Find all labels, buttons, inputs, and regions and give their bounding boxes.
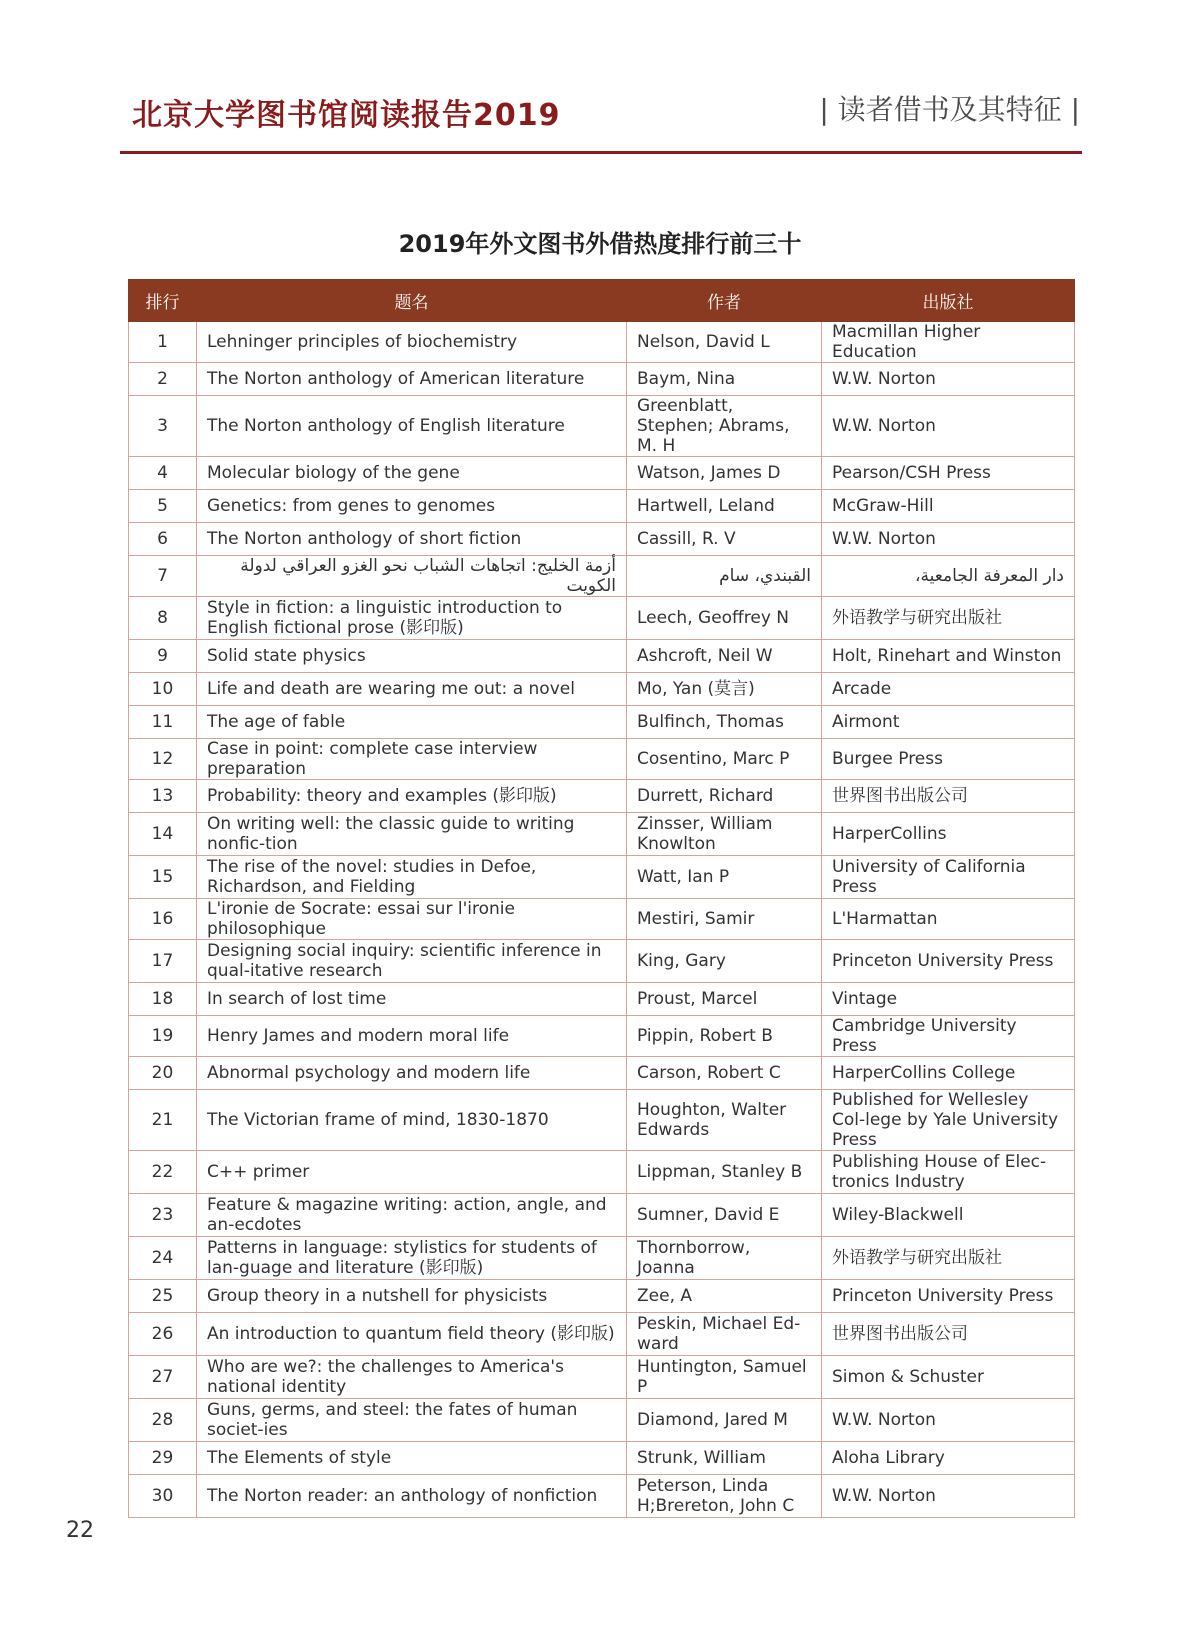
table-row [129, 856, 1075, 899]
table-row [129, 523, 1075, 556]
cell-title: Abnormal psychology and modern life [197, 1057, 627, 1090]
cell-rank: 28 [129, 1399, 197, 1442]
table-row [129, 673, 1075, 706]
cell-title: An introduction to quantum field theory (影印版) [197, 1313, 627, 1356]
table-row [129, 1442, 1075, 1475]
cell-author: Leech, Geoffrey N [627, 597, 822, 640]
cell-author: Houghton, Walter Edwards [627, 1090, 822, 1151]
cell-publisher: 外语教学与研究出版社 [822, 1237, 1075, 1280]
cell-rank: 10 [129, 673, 197, 706]
cell-rank: 13 [129, 780, 197, 813]
table-row [129, 1237, 1075, 1280]
cell-publisher: Wiley-Blackwell [822, 1194, 1075, 1237]
cell-rank: 9 [129, 640, 197, 673]
cell-title: Life and death are wearing me out: a novel [197, 673, 627, 706]
cell-rank: 1 [129, 322, 197, 363]
cell-author: Cassill, R. V [627, 523, 822, 556]
cell-publisher: Arcade [822, 673, 1075, 706]
cell-rank: 27 [129, 1356, 197, 1399]
cell-rank: 5 [129, 490, 197, 523]
cell-rank: 25 [129, 1280, 197, 1313]
cell-rank: 8 [129, 597, 197, 640]
cell-author: Pippin, Robert B [627, 1016, 822, 1057]
cell-rank: 7 [129, 556, 197, 597]
header-divider [120, 151, 1082, 154]
cell-author: Lippman, Stanley B [627, 1151, 822, 1194]
table-row [129, 1313, 1075, 1356]
cell-rank: 4 [129, 457, 197, 490]
cell-publisher: HarperCollins College [822, 1057, 1075, 1090]
cell-author: Cosentino, Marc P [627, 739, 822, 780]
cell-rank: 17 [129, 940, 197, 983]
cell-rank: 19 [129, 1016, 197, 1057]
cell-rank: 2 [129, 363, 197, 396]
cell-title: The Elements of style [197, 1442, 627, 1475]
column-header-rank: 排行 [129, 280, 197, 322]
ranking-table [128, 279, 1075, 1518]
cell-author: Thornborrow, Joanna [627, 1237, 822, 1280]
cell-author: Greenblatt, Stephen; Abrams, M. H [627, 396, 822, 457]
cell-rank: 26 [129, 1313, 197, 1356]
cell-publisher: 世界图书出版公司 [822, 1313, 1075, 1356]
cell-publisher: W.W. Norton [822, 1399, 1075, 1442]
cell-publisher: W.W. Norton [822, 363, 1075, 396]
table-row [129, 1194, 1075, 1237]
cell-author: Ashcroft, Neil W [627, 640, 822, 673]
cell-rank: 21 [129, 1090, 197, 1151]
cell-publisher: Published for Wellesley Col-lege by Yale University Press [822, 1090, 1075, 1151]
cell-rank: 3 [129, 396, 197, 457]
cell-author: Watt, Ian P [627, 856, 822, 899]
cell-author: Carson, Robert C [627, 1057, 822, 1090]
cell-title: The Victorian frame of mind, 1830-1870 [197, 1090, 627, 1151]
table-row [129, 940, 1075, 983]
cell-publisher: Publishing House of Elec-tronics Industry [822, 1151, 1075, 1194]
report-title: 北京大学图书馆阅读报告2019 [132, 98, 561, 133]
cell-publisher: University of California Press [822, 856, 1075, 899]
cell-rank: 20 [129, 1057, 197, 1090]
table-row [129, 739, 1075, 780]
cell-title: Molecular biology of the gene [197, 457, 627, 490]
cell-title: The Norton anthology of English literature [197, 396, 627, 457]
table-row [129, 640, 1075, 673]
section-title: | 读者借书及其特征 | [819, 93, 1080, 126]
table-row [129, 983, 1075, 1016]
table-row [129, 1356, 1075, 1399]
cell-title: Henry James and modern moral life [197, 1016, 627, 1057]
cell-publisher: Burgee Press [822, 739, 1075, 780]
cell-publisher: W.W. Norton [822, 523, 1075, 556]
cell-publisher: L'Harmattan [822, 899, 1075, 940]
cell-publisher: 外语教学与研究出版社 [822, 597, 1075, 640]
table-row [129, 363, 1075, 396]
table-header-row [129, 280, 1075, 322]
page-number: 22 [66, 1518, 94, 1543]
cell-author: Proust, Marcel [627, 983, 822, 1016]
cell-title: Solid state physics [197, 640, 627, 673]
cell-title: On writing well: the classic guide to writing nonfic-tion [197, 813, 627, 856]
cell-author: Peskin, Michael Ed-ward [627, 1313, 822, 1356]
cell-title: Genetics: from genes to genomes [197, 490, 627, 523]
cell-rank: 16 [129, 899, 197, 940]
cell-author: Diamond, Jared M [627, 1399, 822, 1442]
cell-author: Watson, James D [627, 457, 822, 490]
cell-author: Zinsser, William Knowlton [627, 813, 822, 856]
cell-author: King, Gary [627, 940, 822, 983]
cell-publisher: Princeton University Press [822, 1280, 1075, 1313]
cell-rank: 22 [129, 1151, 197, 1194]
column-header-title: 题名 [197, 280, 627, 322]
cell-publisher: Cambridge University Press [822, 1016, 1075, 1057]
cell-rank: 23 [129, 1194, 197, 1237]
table-row [129, 1151, 1075, 1194]
cell-rank: 30 [129, 1475, 197, 1518]
table-row [129, 1057, 1075, 1090]
cell-author: Baym, Nina [627, 363, 822, 396]
cell-author: القبندي، سام [627, 556, 822, 597]
cell-author: Mestiri, Samir [627, 899, 822, 940]
cell-title: In search of lost time [197, 983, 627, 1016]
cell-rank: 15 [129, 856, 197, 899]
cell-publisher: 世界图书出版公司 [822, 780, 1075, 813]
cell-title: The age of fable [197, 706, 627, 739]
table-title: 2019年外文图书外借热度排行前三十 [398, 230, 802, 258]
cell-rank: 24 [129, 1237, 197, 1280]
cell-publisher: دار المعرفة الجامعية، [822, 556, 1075, 597]
cell-title: Feature & magazine writing: action, angle, and an-ecdotes [197, 1194, 627, 1237]
table-row [129, 780, 1075, 813]
table-row [129, 490, 1075, 523]
cell-publisher: Macmillan Higher Education [822, 322, 1075, 363]
cell-title: Style in fiction: a linguistic introduction to English fictional prose (影印版) [197, 597, 627, 640]
table-row [129, 322, 1075, 363]
cell-rank: 6 [129, 523, 197, 556]
cell-title: Lehninger principles of biochemistry [197, 322, 627, 363]
table-row [129, 1280, 1075, 1313]
cell-publisher: McGraw-Hill [822, 490, 1075, 523]
cell-title: أزمة الخليج: اتجاهات الشباب نحو الغزو العراقي لدولة الكويت [197, 556, 627, 597]
cell-publisher: Holt, Rinehart and Winston [822, 640, 1075, 673]
cell-rank: 18 [129, 983, 197, 1016]
cell-title: Case in point: complete case interview preparation [197, 739, 627, 780]
table-row [129, 597, 1075, 640]
table-row [129, 1090, 1075, 1151]
cell-title: Designing social inquiry: scientific inference in qual-itative research [197, 940, 627, 983]
cell-publisher: W.W. Norton [822, 1475, 1075, 1518]
cell-rank: 14 [129, 813, 197, 856]
cell-author: Mo, Yan (莫言) [627, 673, 822, 706]
cell-author: Bulfinch, Thomas [627, 706, 822, 739]
table-row [129, 813, 1075, 856]
cell-author: Peterson, Linda H;Brereton, John C [627, 1475, 822, 1518]
cell-title: The Norton anthology of short fiction [197, 523, 627, 556]
cell-author: Durrett, Richard [627, 780, 822, 813]
cell-author: Hartwell, Leland [627, 490, 822, 523]
cell-rank: 11 [129, 706, 197, 739]
table-row [129, 1475, 1075, 1518]
cell-rank: 12 [129, 739, 197, 780]
cell-title: C++ primer [197, 1151, 627, 1194]
cell-author: Strunk, William [627, 1442, 822, 1475]
cell-title: The Norton anthology of American literature [197, 363, 627, 396]
table-row [129, 1016, 1075, 1057]
cell-title: Probability: theory and examples (影印版) [197, 780, 627, 813]
cell-author: Nelson, David L [627, 322, 822, 363]
cell-publisher: W.W. Norton [822, 396, 1075, 457]
cell-title: L'ironie de Socrate: essai sur l'ironie philosophique [197, 899, 627, 940]
cell-publisher: Airmont [822, 706, 1075, 739]
table-row [129, 457, 1075, 490]
cell-author: Huntington, Samuel P [627, 1356, 822, 1399]
cell-publisher: HarperCollins [822, 813, 1075, 856]
cell-publisher: Simon & Schuster [822, 1356, 1075, 1399]
cell-title: Guns, germs, and steel: the fates of human societ-ies [197, 1399, 627, 1442]
cell-title: The Norton reader: an anthology of nonfiction [197, 1475, 627, 1518]
table-row [129, 396, 1075, 457]
cell-title: Group theory in a nutshell for physicists [197, 1280, 627, 1313]
page-header [120, 86, 1080, 156]
cell-author: Zee, A [627, 1280, 822, 1313]
cell-title: Who are we?: the challenges to America's national identity [197, 1356, 627, 1399]
cell-publisher: Princeton University Press [822, 940, 1075, 983]
cell-title: Patterns in language: stylistics for students of lan-guage and literature (影印版) [197, 1237, 627, 1280]
cell-rank: 29 [129, 1442, 197, 1475]
cell-publisher: Pearson/CSH Press [822, 457, 1075, 490]
column-header-author: 作者 [627, 280, 822, 322]
table-row [129, 706, 1075, 739]
column-header-publisher: 出版社 [822, 280, 1075, 322]
cell-publisher: Aloha Library [822, 1442, 1075, 1475]
table-row [129, 1399, 1075, 1442]
cell-author: Sumner, David E [627, 1194, 822, 1237]
table-row [129, 556, 1075, 597]
cell-publisher: Vintage [822, 983, 1075, 1016]
table-row [129, 899, 1075, 940]
cell-title: The rise of the novel: studies in Defoe, Richardson, and Fielding [197, 856, 627, 899]
